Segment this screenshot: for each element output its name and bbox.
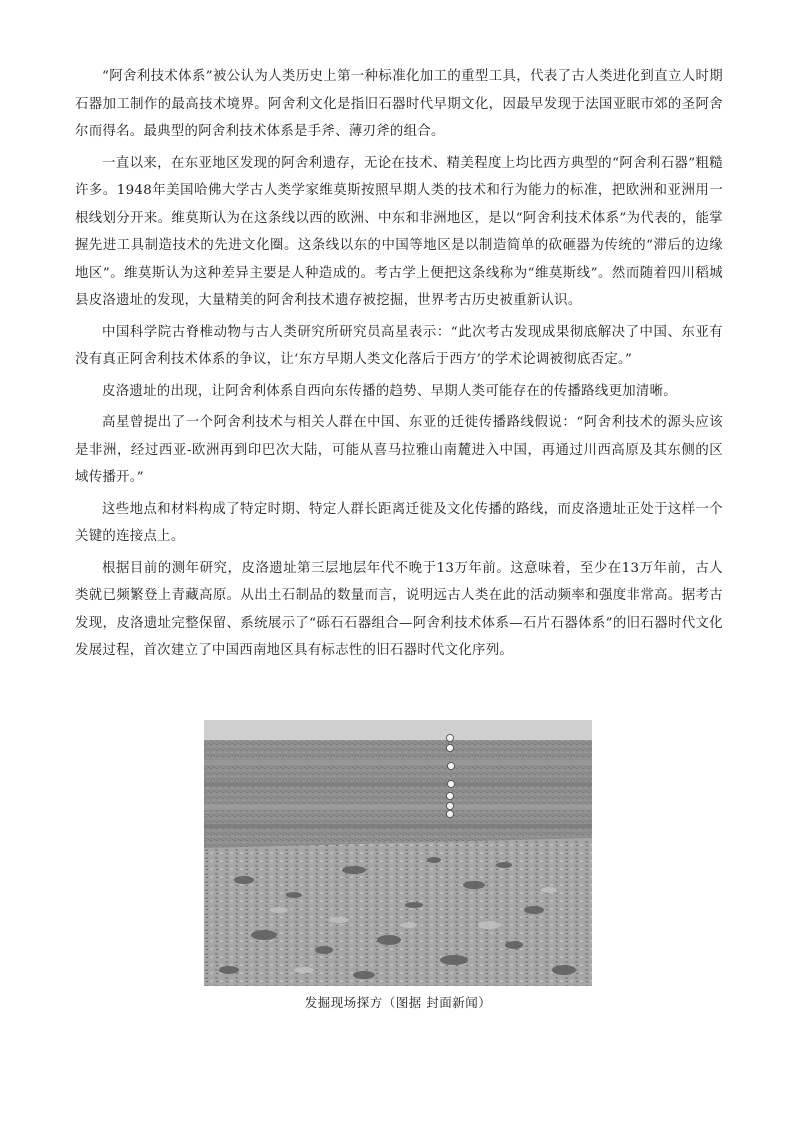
figure-caption: 发掘现场探方（图据 封面新闻） (304, 995, 492, 1010)
excavation-photo-drawing (204, 720, 592, 986)
excavation-photo (204, 720, 592, 986)
paragraph-1: “阿舍利技术体系”被公认为人类历史上第一种标准化加工的重型工具，代表了古人类进化到直立人时期石器加工制作的最高技术境界。阿舍利文化是指旧石器时代早期文化，因最早发现于法国亚眠市郊的圣阿舍尔而得名。最典型的阿舍利技术体系是手斧、薄刃斧的组合。 (75, 69, 723, 139)
excavation-wall (204, 740, 592, 850)
photo-top-band (204, 720, 592, 742)
paragraph-4: 皮洛遗址的出现，让阿舍利体系自西向东传播的趋势、早期人类可能存在的传播路线更加清晰。 (102, 383, 678, 399)
paragraph-3: 中国科学院古脊椎动物与古人类研究所研究员高星表示：“此次考古发现成果彻底解决了中国、东亚有没有真正阿舍利技术体系的争议，让‘东方早期人类文化落后于西方’的学术论调被彻底否定。” (75, 324, 723, 367)
paragraph-6: 这些地点和材料构成了特定时期、特定人群长距离迁徙及文化传播的路线，而皮洛遗址正处于这样一个关键的连接点上。 (75, 501, 723, 544)
paragraph-7: 根据目前的测年研究，皮洛遗址第三层地层年代不晚于13万年前。这意味着，至少在13万年前，古人类就已频繁登上青藏高原。从出土石制品的数量而言，说明远古人类在此的活动频率和强度非常高。据考古发现，皮洛遗址完整保留、系统展示了“砾石石器组合—阿舍利技术体系—石片石器体系”的旧石器时代文化发展过程，首次建立了中国西南地区具有标志性的旧石器时代文化序列。 (75, 560, 723, 658)
paragraph-2: 一直以来，在东亚地区发现的阿舍利遗存，无论在技术、精美程度上均比西方典型的“阿舍利石器”粗糙许多。1948年美国哈佛大学古人类学家维莫斯按照早期人类的技术和行为能力的标准，把欧洲和亚洲用一根线划分开来。维莫斯认为在这条线以西的欧洲、中东和非洲地区，是以“阿舍利技术体系”为代表的，能掌握先进工具制造技术的先进文化圈。这条线以东的中国等地区是以制造简单的砍砸器为传统的“滞后的边缘地区”。维莫斯认为这种差异主要是人种造成的。考古学上便把这条线称为“维莫斯线”。然而随着四川稻城县皮洛遗址的发现，大量精美的阿舍利技术遗存被挖掘，世界考古历史被重新认识。 (75, 155, 723, 308)
article-body (75, 63, 723, 669)
paragraph-5: 高星曾提出了一个阿舍利技术与相关人群在中国、东亚的迁徙传播路线假说：“阿舍利技术的源头应该是非洲，经过西亚-欧洲再到印巴次大陆，可能从喜马拉雅山南麓进入中国，再通过川西高原及其东侧的区域传播开。” (75, 415, 723, 485)
